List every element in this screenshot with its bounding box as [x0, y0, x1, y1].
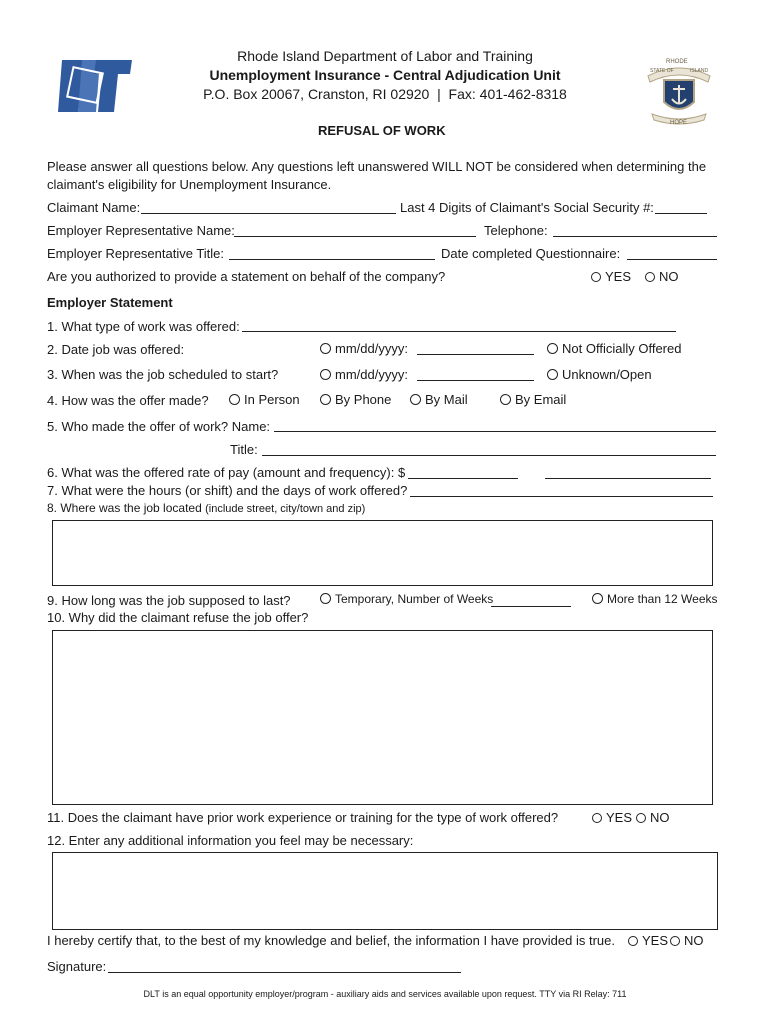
q6-label: 6. What was the offered rate of pay (amount and frequency): $: [47, 465, 406, 480]
certify-no[interactable]: [670, 933, 704, 948]
q9-temporary-label: Temporary, Number of Weeks: [335, 592, 494, 606]
q12-label: 12. Enter any additional information you feel may be necessary:: [47, 833, 414, 848]
q7-field[interactable]: [410, 496, 713, 497]
rep-title-field[interactable]: [229, 259, 435, 260]
radio-icon: [547, 343, 558, 354]
certify-text: I hereby certify that, to the best of my knowledge and belief, the information I have provided is true.: [47, 933, 615, 948]
q9-more-than-12-option[interactable]: [592, 592, 718, 606]
q2-date-field[interactable]: [417, 354, 534, 355]
radio-icon: [320, 369, 331, 380]
q4-by-email-option[interactable]: [500, 392, 566, 407]
radio-icon: [410, 394, 421, 405]
rep-title-label: Employer Representative Title:: [47, 246, 225, 261]
q10-reason-box[interactable]: [52, 630, 713, 805]
q3-date-label: mm/dd/yyyy:: [335, 367, 408, 382]
q9-weeks-field[interactable]: [491, 606, 571, 607]
q9-more-than-12-label: More than 12 Weeks: [607, 592, 718, 606]
q2-not-offered-option[interactable]: [547, 341, 681, 356]
authorized-question: Are you authorized to provide a statement on behalf of the company?: [47, 269, 446, 284]
yes-label: YES: [605, 269, 632, 284]
q11-label: 11. Does the claimant have prior work experience or training for the type of work offered?: [47, 810, 559, 825]
radio-icon: [591, 272, 601, 282]
certify-yes[interactable]: [628, 933, 668, 948]
q8-label: [47, 501, 365, 515]
signature-field[interactable]: [108, 972, 461, 973]
radio-icon: [628, 936, 638, 946]
radio-icon: [592, 813, 602, 823]
radio-icon: [670, 936, 680, 946]
q9-label: 9. How long was the job supposed to last?: [47, 593, 291, 608]
telephone-field[interactable]: [553, 236, 717, 237]
q5-label: 5. Who made the offer of work? Name:: [47, 419, 271, 434]
q4-in-person-option[interactable]: [229, 392, 300, 407]
q4-by-email-label: By Email: [515, 392, 567, 407]
date-completed-field[interactable]: [627, 259, 717, 260]
address: P.O. Box 20067, Cranston, RI 02920 | Fax: 401-462-8318: [203, 86, 567, 102]
q4-label: 4. How was the offer made?: [47, 393, 209, 408]
no-label: NO: [684, 933, 704, 948]
q2-date-label: mm/dd/yyyy:: [335, 341, 408, 356]
q6-amount-field[interactable]: [408, 478, 518, 479]
signature-label: Signature:: [47, 959, 107, 974]
radio-icon: [320, 343, 331, 354]
q4-by-mail-label: By Mail: [425, 392, 468, 407]
q8-note: (include street, city/town and zip): [205, 503, 366, 515]
claimant-name-label: Claimant Name:: [47, 200, 141, 215]
q4-by-phone-option[interactable]: [320, 392, 391, 407]
ssn-label: Last 4 Digits of Claimant's Social Security #:: [400, 200, 654, 215]
instructions-line2: claimant's eligibility for Unemployment Insurance.: [47, 177, 332, 192]
q11-no[interactable]: [636, 810, 670, 825]
q11-yes[interactable]: [592, 810, 632, 825]
form-title: REFUSAL OF WORK: [318, 123, 446, 138]
yes-label: YES: [606, 810, 633, 825]
q7-label: 7. What were the hours (or shift) and the days of work offered?: [47, 483, 408, 498]
instructions-line1: Please answer all questions below. Any questions left unanswered WILL NOT be considered when determining the: [47, 159, 707, 174]
seal-left-text: STATE OF: [650, 68, 674, 74]
unit-name: Unemployment Insurance - Central Adjudication Unit: [209, 67, 561, 83]
rep-name-field[interactable]: [234, 236, 476, 237]
q8-text: 8. Where was the job located: [47, 501, 202, 515]
no-label: NO: [659, 269, 679, 284]
radio-icon: [320, 593, 331, 604]
q3-label: 3. When was the job scheduled to start?: [47, 367, 279, 382]
q3-date-option[interactable]: [320, 367, 408, 382]
claimant-name-field[interactable]: [141, 213, 396, 214]
yes-label: YES: [642, 933, 669, 948]
rep-name-label: Employer Representative Name:: [47, 223, 235, 238]
q1-field[interactable]: [242, 331, 676, 332]
seal-bottom-text: HOPE: [670, 120, 688, 126]
section-title: Employer Statement: [47, 295, 173, 310]
q4-in-person-label: In Person: [244, 392, 300, 407]
q5-title-field[interactable]: [262, 455, 716, 456]
q2-not-offered-label: Not Officially Offered: [562, 341, 682, 356]
radio-icon: [229, 394, 240, 405]
q3-date-field[interactable]: [417, 380, 534, 381]
seal-right-text: ISLAND: [690, 68, 709, 74]
q2-label: 2. Date job was offered:: [47, 342, 185, 357]
org-name: Rhode Island Department of Labor and Training: [237, 48, 533, 64]
q1-label: 1. What type of work was offered:: [47, 319, 240, 334]
q2-date-option[interactable]: [320, 341, 408, 356]
radio-icon: [592, 593, 603, 604]
q9-temporary-option[interactable]: [320, 592, 493, 606]
q12-additional-box[interactable]: [52, 852, 718, 930]
radio-icon: [636, 813, 646, 823]
authorized-no[interactable]: [645, 269, 679, 284]
q5-title-label: Title:: [230, 442, 258, 457]
authorized-yes[interactable]: [591, 269, 631, 284]
ssn-field[interactable]: [655, 213, 707, 214]
radio-icon: [500, 394, 511, 405]
q10-label: 10. Why did the claimant refuse the job offer?: [47, 610, 309, 625]
radio-icon: [320, 394, 331, 405]
footer-text: DLT is an equal opportunity employer/program - auxiliary aids and services available upon request. TTY via RI Relay: 711: [143, 989, 627, 999]
q3-unknown-label: Unknown/Open: [562, 367, 652, 382]
no-label: NO: [650, 810, 670, 825]
telephone-label: Telephone:: [484, 223, 548, 238]
seal-top-text: RHODE: [666, 59, 688, 65]
q8-location-box[interactable]: [52, 520, 713, 586]
q6-frequency-field[interactable]: [545, 478, 711, 479]
q5-name-field[interactable]: [274, 431, 716, 432]
q3-unknown-option[interactable]: [547, 367, 652, 382]
q4-by-phone-label: By Phone: [335, 392, 392, 407]
radio-icon: [547, 369, 558, 380]
date-completed-label: Date completed Questionnaire:: [441, 246, 621, 261]
radio-icon: [645, 272, 655, 282]
q4-by-mail-option[interactable]: [410, 392, 468, 407]
